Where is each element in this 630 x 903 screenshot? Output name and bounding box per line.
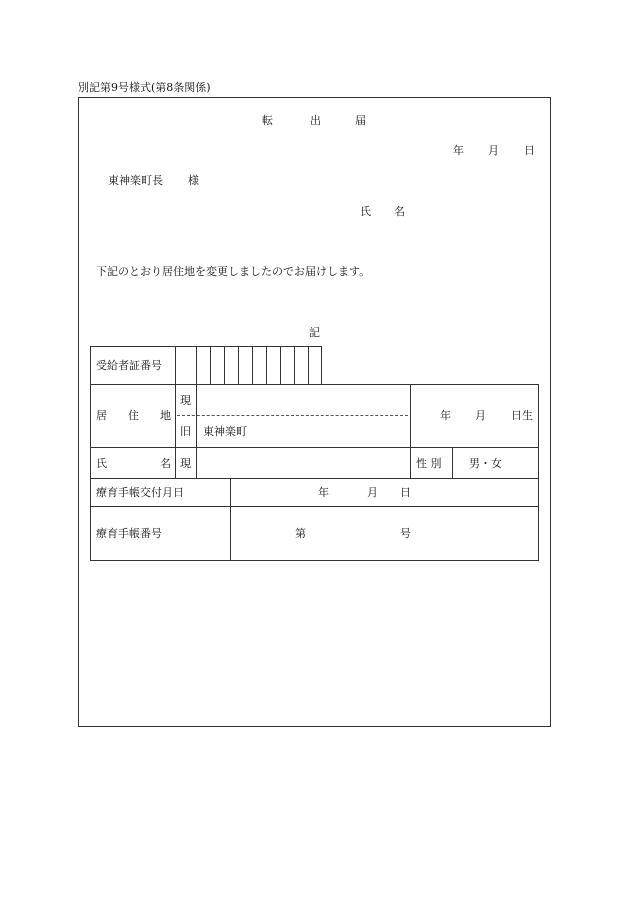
date-day-label: 日 <box>524 144 535 157</box>
former-address-value: 東神楽町 <box>203 425 247 438</box>
table-line <box>90 346 322 347</box>
table-line <box>294 346 295 384</box>
applicant-name-label-2: 名 <box>394 205 405 218</box>
moveout-year-label: 年 <box>440 409 451 422</box>
moveout-day-label: 日生 <box>511 409 533 422</box>
address-divider <box>177 415 408 416</box>
table-line <box>196 346 197 384</box>
table-line <box>175 346 176 478</box>
ki-label: 記 <box>309 326 320 339</box>
handbook-number-prefix: 第 <box>295 527 306 540</box>
title-char-2: 出 <box>310 114 321 127</box>
table-line <box>308 346 309 384</box>
table-line <box>210 346 211 384</box>
name-label-2: 名 <box>160 457 171 470</box>
table-line <box>90 384 539 385</box>
residence-label-3: 地 <box>160 409 171 422</box>
handbook-issue-day: 日 <box>400 486 411 499</box>
table-line <box>90 478 539 479</box>
table-line <box>321 346 322 384</box>
table-line <box>196 384 197 478</box>
addressee-suffix: 様 <box>188 174 199 187</box>
current-address-label: 現 <box>180 394 191 407</box>
current-name-label: 現 <box>180 457 191 470</box>
date-year-label: 年 <box>453 144 464 157</box>
date-month-label: 月 <box>488 144 499 157</box>
title-char-1: 転 <box>262 114 273 127</box>
statement-text: 下記のとおり居住地を変更しましたのでお届けします。 <box>96 265 371 278</box>
sex-options: 男・女 <box>469 457 502 470</box>
table-line <box>410 384 411 478</box>
title-char-3: 届 <box>355 114 366 127</box>
table-line <box>452 447 453 478</box>
applicant-name-label-1: 氏 <box>360 205 371 218</box>
table-line <box>90 560 539 561</box>
table-line <box>90 447 539 448</box>
handbook-number-suffix: 号 <box>400 527 411 540</box>
name-label-1: 氏 <box>96 457 107 470</box>
handbook-issue-month: 月 <box>367 486 378 499</box>
table-line <box>90 346 91 561</box>
table-line <box>238 346 239 384</box>
moveout-month-label: 月 <box>475 409 486 422</box>
table-line <box>224 346 225 384</box>
table-line <box>90 506 539 507</box>
addressee-name: 東神楽町長 <box>108 174 163 187</box>
form-number-label: 別記第9号様式(第8条関係) <box>78 81 211 94</box>
handbook-issue-year: 年 <box>318 486 329 499</box>
residence-label-2: 住 <box>128 409 139 422</box>
sex-label: 性 別 <box>416 457 442 470</box>
table-line <box>252 346 253 384</box>
residence-label-1: 居 <box>96 409 107 422</box>
table-line <box>230 478 231 561</box>
table-line <box>280 346 281 384</box>
table-line <box>538 384 539 561</box>
former-address-label: 旧 <box>180 425 191 438</box>
handbook-issue-label: 療育手帳交付月日 <box>96 486 184 499</box>
handbook-number-label: 療育手帳番号 <box>96 527 162 540</box>
table-line <box>266 346 267 384</box>
recipient-number-label: 受給者証番号 <box>96 359 162 372</box>
